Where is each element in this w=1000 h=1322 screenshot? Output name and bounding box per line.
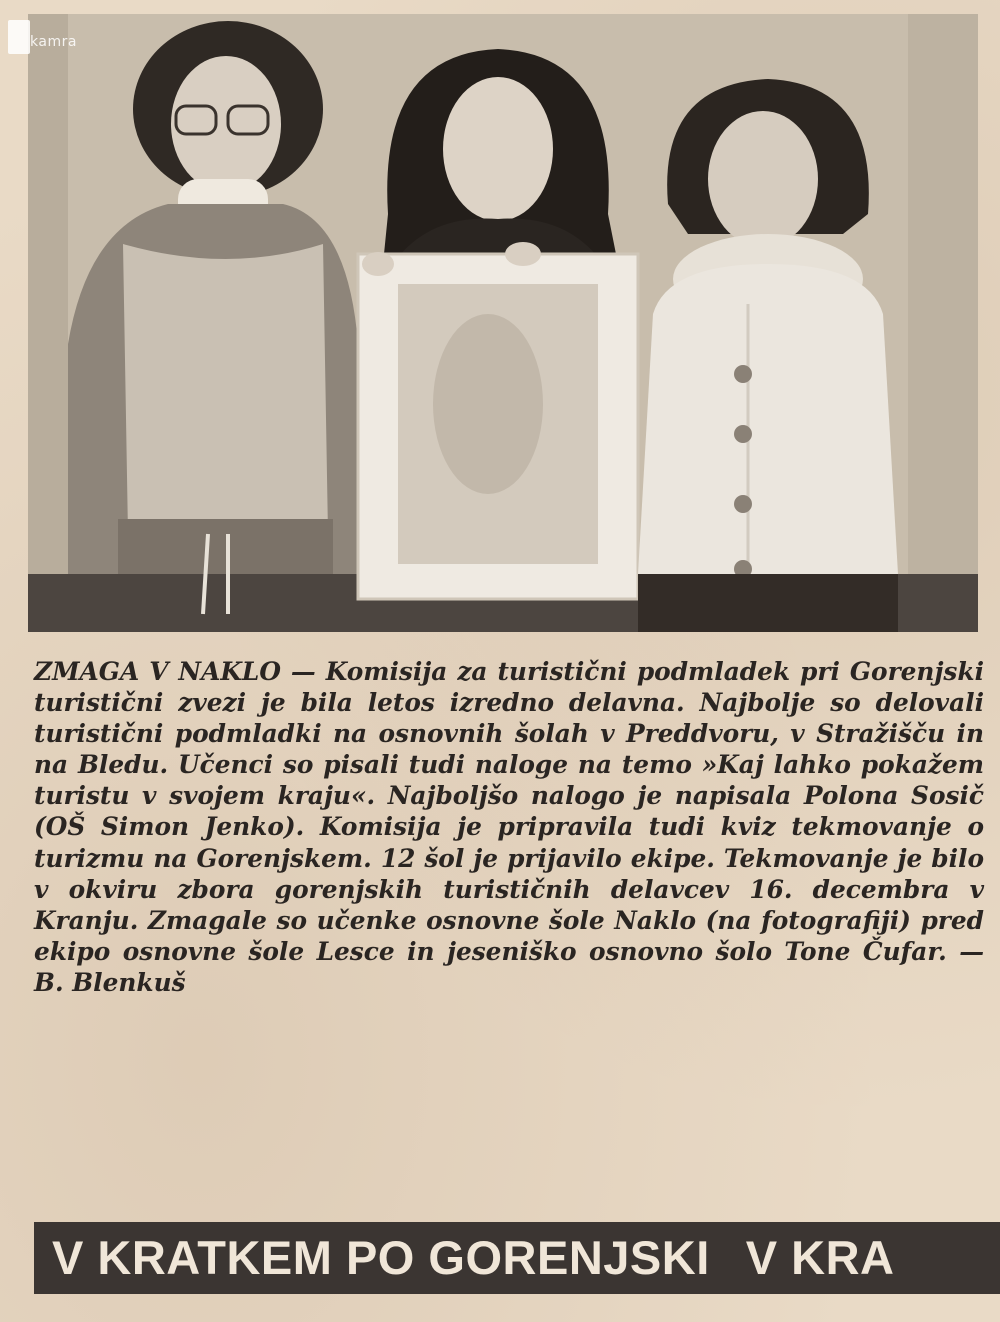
article-caption: [34, 656, 984, 998]
kamra-watermark: [4, 6, 124, 66]
banner-title-repeat: V KRA: [745, 1231, 895, 1284]
article-body: — Komisija za turistični podmladek pri Gorenjski turistični zvezi je bila letos izredno delavna. Najbolje so delovali turistični podmladki na osnovnih šolah v Preddvoru, v Stražišču in na Bledu. Učenci so pisali tudi naloge na temo »Kaj lahko pokažem turistu v svojem kraju«. Najboljšo nalogo je napisala Polona Sosič (OŠ Simon Jenko). Komisija je pripravila tudi kviz tekmovanje o turizmu na Gorenjskem. 12 šol je prijavilo ekipe. Tekmovanje je bilo v okviru zbora gorenjskih turističnih delavcev 16. decembra v Kranju. Zmagale so učenke osnovne šole Naklo (na fotografiji) pred ekipo osnovne šole Lesce in jeseniško osnovno šolo Tone Čufar. — B. Blenkuš: [34, 657, 984, 997]
article-headline: ZMAGA V NAKLO: [34, 657, 281, 686]
watermark-text: kamra: [30, 34, 77, 50]
banner-title: V KRATKEM PO GORENJSKI: [52, 1231, 710, 1284]
news-photograph: [28, 14, 978, 632]
photograph-three-students-icon: [28, 14, 978, 632]
banner-text: [52, 1230, 895, 1286]
kamra-logo-icon: [8, 20, 30, 54]
section-banner: [34, 1222, 1000, 1294]
